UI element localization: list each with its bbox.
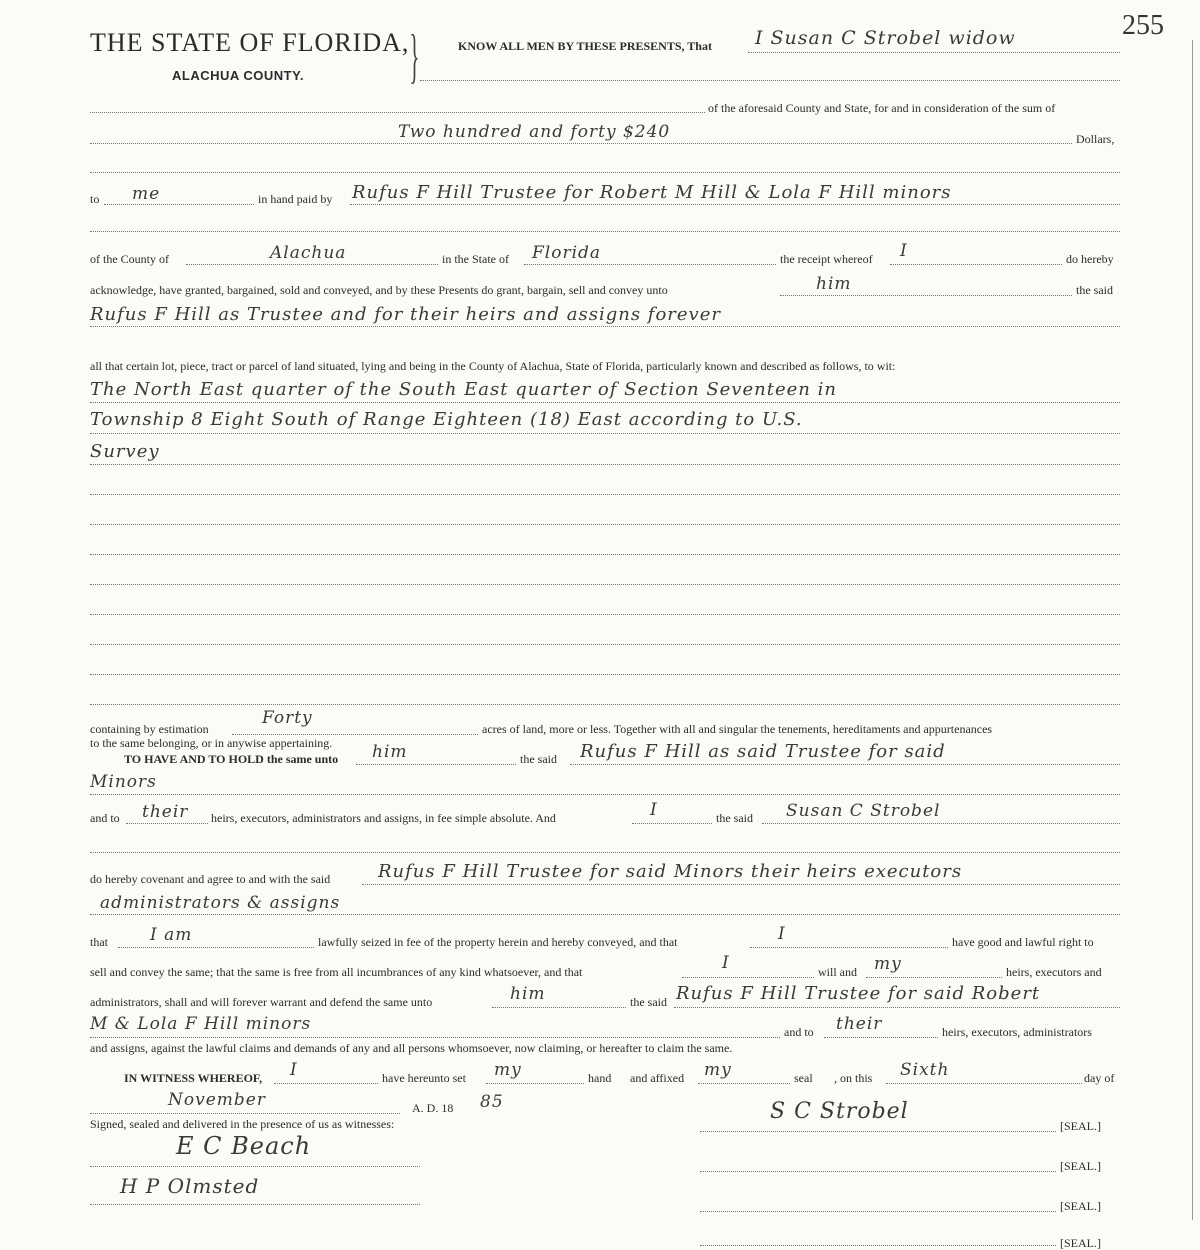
the-said-text-4: the said: [630, 995, 667, 1009]
to-whom: me: [132, 184, 161, 204]
acres-value: Forty: [262, 708, 313, 728]
heirs-exec-admin-text: heirs, executors, administrators: [942, 1025, 1092, 1039]
covenant-with-line: [362, 884, 1120, 885]
assigns-against-text: and assigns, against the lawful claims and demands of any and all persons whomsoever, now claiming, or hereafter to claim the same.: [90, 1041, 733, 1055]
defend-unto-value: him: [510, 984, 546, 1004]
sum-line: [90, 143, 1072, 144]
year-value: 85: [480, 1092, 504, 1112]
that-i-am-value: I am: [150, 925, 193, 945]
description-rule-1: [90, 402, 1120, 403]
signature-line-4: [700, 1245, 1056, 1246]
seal-label-4: [SEAL.]: [1060, 1236, 1101, 1250]
and-to-text: and to: [90, 811, 120, 825]
and-to-their-line: [824, 1037, 938, 1038]
blank-line: [90, 172, 1120, 173]
acknowledge-text: acknowledge, have granted, bargained, sold and conveyed, and by these Presents do grant, bargain, sell and convey unto: [90, 283, 668, 297]
witness-1-signature: E C Beach: [176, 1132, 312, 1160]
paid-by-name: Rufus F Hill Trustee for Robert M Hill & Lola F Hill minors: [352, 182, 952, 203]
covenant-text: do hereby covenant and agree to and with the said: [90, 872, 331, 886]
witness-2-signature: H P Olmsted: [120, 1174, 260, 1198]
acres-text: acres of land, more or less. Together with all and singular the tenements, hereditaments and appurtenances: [482, 722, 993, 736]
page-edge-line: [1192, 40, 1193, 1220]
on-this-text: , on this: [834, 1071, 873, 1085]
county-name: Alachua: [270, 243, 347, 263]
aforesaid-text: of the aforesaid County and State, for and in consideration of the sum of: [708, 101, 1056, 115]
brace-icon: }: [409, 23, 420, 89]
description-rule-5: [90, 524, 1120, 525]
and-that-i-value: I: [778, 924, 786, 944]
convey-unto-line: [780, 295, 1072, 296]
description-line-2: Township 8 Eight South of Range Eighteen (18) East according to U.S.: [90, 409, 803, 430]
receipt-whereof-line: [890, 264, 1062, 265]
have-hold-unto-value: him: [372, 742, 408, 762]
and-to-their-value: their: [836, 1014, 883, 1034]
paid-by-text: in hand paid by: [258, 192, 333, 206]
have-hereunto-text: have hereunto set: [382, 1071, 466, 1085]
defend-cont-value: M & Lola F Hill minors: [90, 1014, 312, 1034]
have-hold-cont-line: [90, 794, 1120, 795]
have-hold-said-value: Rufus F Hill as said Trustee for said: [580, 741, 946, 762]
day-line: [886, 1083, 1082, 1084]
county-line: [186, 264, 438, 265]
signature-line-3: [700, 1211, 1056, 1212]
description-rule-2: [90, 433, 1120, 434]
day-of-text: day of: [1084, 1071, 1115, 1085]
dollars-text: Dollars,: [1076, 132, 1115, 146]
description-line-3: Survey: [90, 441, 160, 462]
sell-convey-text: sell and convey the same; that the same is free from all incumbrances of any kind whatsoever, and that: [90, 965, 583, 979]
will-my-line: [866, 977, 1002, 978]
receipt-whereof-text: the receipt whereof: [780, 252, 873, 266]
paid-by-line: [350, 204, 1120, 205]
will-my-value: my: [874, 954, 902, 974]
to-line: [104, 204, 254, 205]
grantor-line: [748, 52, 1120, 53]
seal-label-1: [SEAL.]: [1060, 1119, 1101, 1133]
description-rule-6: [90, 554, 1120, 555]
and-i-value: I: [650, 800, 658, 820]
acres-line: [232, 734, 478, 735]
in-witness-text: IN WITNESS WHEREOF,: [124, 1071, 263, 1085]
and-to-text-2: and to: [784, 1025, 814, 1039]
all-that-certain-text: all that certain lot, piece, tract or parcel of land situated, lying and being in the County of Alachua, State of Florida, particularly known and described as follows, to wit:: [90, 359, 896, 373]
grantor-name: I Susan C Strobel widow: [755, 27, 1016, 49]
containing-text: containing by estimation: [90, 722, 209, 736]
ad-text: A. D. 18: [412, 1101, 454, 1115]
page-number: 255: [1122, 10, 1164, 41]
grantor-line-2: [420, 80, 1120, 81]
the-said-text-2: the said: [520, 752, 557, 766]
affixed-my-value: my: [704, 1060, 732, 1080]
grantor-signature: S C Strobel: [770, 1099, 909, 1124]
sum-amount: Two hundred and forty $240: [398, 122, 671, 142]
seal-text: seal: [794, 1071, 813, 1085]
state-line: [524, 264, 776, 265]
county-of-text: of the County of: [90, 252, 169, 266]
state-title: THE STATE OF FLORIDA,: [90, 28, 410, 57]
said-line: [90, 326, 1120, 327]
and-to-line: [126, 823, 208, 824]
witness-i-value: I: [290, 1060, 298, 1080]
heirs-exec-and-text: heirs, executors and: [1006, 965, 1102, 979]
lawfully-seized-text: lawfully seized in fee of the property herein and hereby conveyed, and that: [318, 935, 678, 949]
set-my-line: [486, 1083, 584, 1084]
description-line-1: The North East quarter of the South East quarter of Section Seventeen in: [90, 379, 837, 400]
covenant-cont-value: administrators & assigns: [100, 893, 341, 913]
the-said-text-3: the said: [716, 811, 753, 825]
have-hold-cont-value: Minors: [90, 772, 157, 792]
covenant-with-value: Rufus F Hill Trustee for said Minors their heirs executors: [378, 861, 963, 882]
defend-unto-line: [492, 1007, 626, 1008]
that-i-am-line: [118, 947, 314, 948]
day-value: Sixth: [900, 1060, 950, 1080]
that-i-will-line: [682, 977, 814, 978]
that-i-will-value: I: [722, 953, 730, 973]
description-rule-8: [90, 614, 1120, 615]
witness-line-1: [90, 1166, 420, 1167]
have-hold-said-line: [570, 764, 1120, 765]
aforesaid-line: [90, 112, 705, 113]
receipt-whereof-value: I: [900, 241, 908, 261]
and-i-line: [632, 823, 712, 824]
to-text: to: [90, 192, 100, 206]
description-rule-10: [90, 674, 1120, 675]
description-rule-11: [90, 704, 1120, 705]
administrators-text: administrators, shall and will forever warrant and defend the same unto: [90, 995, 433, 1009]
witness-line-2: [90, 1204, 420, 1205]
that-text: that: [90, 935, 108, 949]
state-of-text: in the State of: [442, 252, 509, 266]
state-name: Florida: [532, 243, 602, 263]
defend-said-value: Rufus F Hill Trustee for said Robert: [676, 983, 1041, 1004]
have-hold-unto-line: [356, 764, 516, 765]
grantor-said-line: [762, 823, 1120, 824]
defend-said-line: [674, 1007, 1120, 1008]
and-to-value: their: [142, 802, 189, 822]
defend-cont-line: [90, 1037, 780, 1038]
heirs-exec-text: heirs, executors, administrators and assigns, in fee simple absolute. And: [211, 811, 556, 825]
have-good-text: have good and lawful right to: [952, 935, 1094, 949]
said-line-value: Rufus F Hill as Trustee and for their heirs and assigns forever: [90, 304, 721, 325]
seal-label-2: [SEAL.]: [1060, 1159, 1101, 1173]
signature-line-1: [700, 1131, 1056, 1132]
month-value: November: [168, 1090, 266, 1110]
description-rule-4: [90, 494, 1120, 495]
hand-text: hand: [588, 1071, 612, 1085]
blank-line: [90, 231, 1120, 232]
witness-i-line: [274, 1083, 378, 1084]
description-rule-3: [90, 464, 1120, 465]
do-hereby-text: do hereby: [1066, 252, 1114, 266]
signature-line-2: [700, 1171, 1056, 1172]
signed-sealed-text: Signed, sealed and delivered in the presence of us as witnesses:: [90, 1117, 395, 1131]
convey-unto-value: him: [816, 274, 852, 294]
description-rule-9: [90, 644, 1120, 645]
same-belonging-text: to the same belonging, or in anywise appertaining.: [90, 736, 333, 750]
affixed-my-line: [698, 1083, 790, 1084]
description-rule-7: [90, 584, 1120, 585]
to-have-text: TO HAVE AND TO HOLD the same unto: [124, 752, 339, 766]
and-affixed-text: and affixed: [630, 1071, 685, 1085]
grantor-said-value: Susan C Strobel: [786, 801, 941, 821]
covenant-cont-line: [90, 914, 1120, 915]
the-said-text-1: the said: [1076, 283, 1113, 297]
seal-label-3: [SEAL.]: [1060, 1199, 1101, 1213]
county-title: ALACHUA COUNTY.: [172, 68, 304, 83]
will-and-text: will and: [818, 965, 857, 979]
intro-text: KNOW ALL MEN BY THESE PRESENTS, That: [458, 39, 712, 53]
set-my-value: my: [494, 1060, 522, 1080]
month-line: [90, 1113, 400, 1114]
blank-line: [90, 852, 1120, 853]
and-that-i-line: [750, 947, 948, 948]
